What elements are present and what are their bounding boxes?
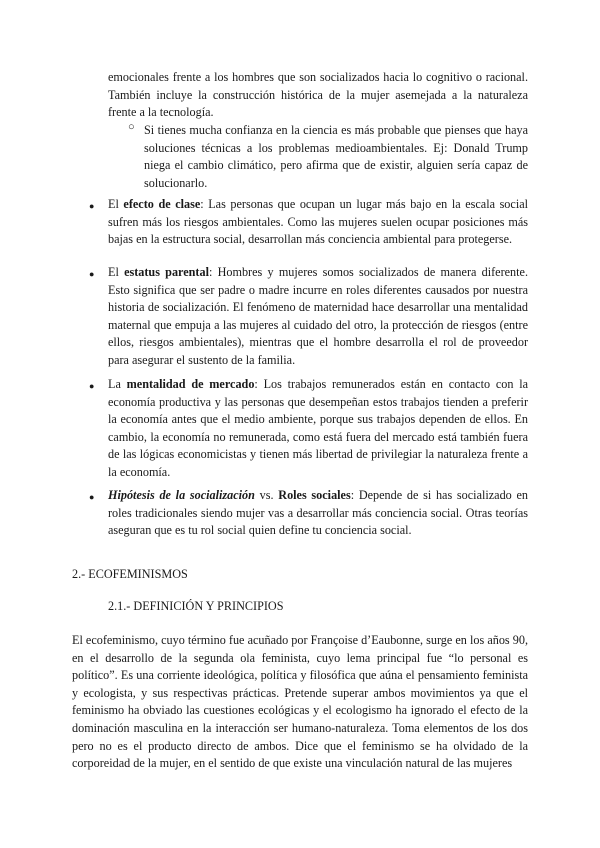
bullet-text: : Las personas que ocupan un lugar más bajo en la escala social sufren más los riesgos ambientales. Como las mujeres suelen ocupar posiciones más bajas en la estructura social, desarrollan más conciencia ambiental para protegerse. — [108, 197, 528, 247]
bullet-marker: ● — [89, 201, 95, 211]
sub-bullet-marker: ○ — [128, 121, 135, 133]
section-heading: 2.- ECOFEMINISMOS — [72, 567, 188, 581]
bullet-prefix: El — [108, 265, 125, 279]
bullet-marker: ● — [89, 381, 95, 391]
bullet-prefix: El — [108, 197, 124, 211]
bullet-text: : Los trabajos remunerados están en contacto con la economía productiva y las personas que desempeñan estos trabajos tienden a preferir la economía antes que el medio ambiente, porque sus trabajos dependen de ellos. En cambio, la economía no remunerada, como está fuera del mercado está también fuera de las lógicas economicistas y tienen más libertad de privilegiar la naturaleza frente a la economía. — [108, 377, 529, 479]
body-paragraph: El ecofeminismo, cuyo término fue acuñado por Françoise d’Eaubonne, surge en los años 90, en el desarrollo de la segunda ola feminista, cuyo lema principal fue “lo personal es político”. Es una corriente ideológica, política y filosófica que aúna el pensamiento feminista y ecologista, y sus respectivas prácticas. Pretende superar ambos movimientos ya que el feminismo ha obviado las cuestiones ecológicas y el ecologismo ha ignorado el efecto de la dominación masculina en la interacción ser humano-naturaleza. Toma elementos de los dos pero no es el producto directo de ambos. Dice que el feminismo se ha olvidado de la corporeidad de la mujer, en el sentido de que existe una vinculación natural de las mujeres — [72, 633, 528, 771]
bullet-text: : Hombres y mujeres somos socializados de manera diferente. Esto significa que ser padre o madre incurre en roles diferentes causados por nuestra historia de socialización. El fenómeno de maternidad hace desarrollar una mentalidad maternal que empuja a las mujeres al cuidado del otro, la protección de riesgos (entre ellos, riesgos ambientales), mientras que el hombre desarrolla el rol de proveedor para asegurar el sustento de la familia. — [108, 265, 528, 367]
bullet-item-mentalidad-de-mercado — [108, 376, 528, 482]
bullet-term-italic: Hipótesis de la socialización — [108, 488, 255, 502]
bullet-item-efecto-de-clase — [108, 196, 528, 249]
bullet-marker: ● — [89, 492, 95, 502]
subsection-heading: 2.1.- DEFINICIÓN Y PRINCIPIOS — [108, 599, 284, 613]
continuation-paragraph: emocionales frente a los hombres que son socializados hacia lo cognitivo o racional. También incluye la construcción histórica de la mujer asemejada a la naturaleza frente a la tecnología. — [108, 70, 528, 120]
bullet-item-estatus-parental — [108, 264, 528, 370]
bullet-term: efecto de clase — [123, 197, 201, 211]
bullet-term: estatus parental — [124, 265, 209, 279]
bullet-item-hipotesis-socializacion — [108, 487, 528, 540]
sub-bullet-text: Si tienes mucha confianza en la ciencia es más probable que pienses que haya soluciones técnicas a los problemas medioambientales. Ej: Donald Trump niega el cambio climático, pero afirma que de existir, alguien sería capaz de solucionarlo. — [144, 123, 528, 190]
bullet-term: mentalidad de mercado — [126, 377, 255, 391]
bullet-prefix: La — [108, 377, 127, 391]
bullet-text: : Depende de si has socializado en roles tradicionales siendo mujer vas a desarrollar más conciencia social. Otras teorías aseguran que es tu rol social quien define tu conciencia social. — [108, 488, 528, 538]
bullet-marker: ● — [89, 269, 95, 279]
bullet-middle: vs. — [254, 488, 279, 502]
bullet-term: Roles sociales — [278, 488, 351, 502]
